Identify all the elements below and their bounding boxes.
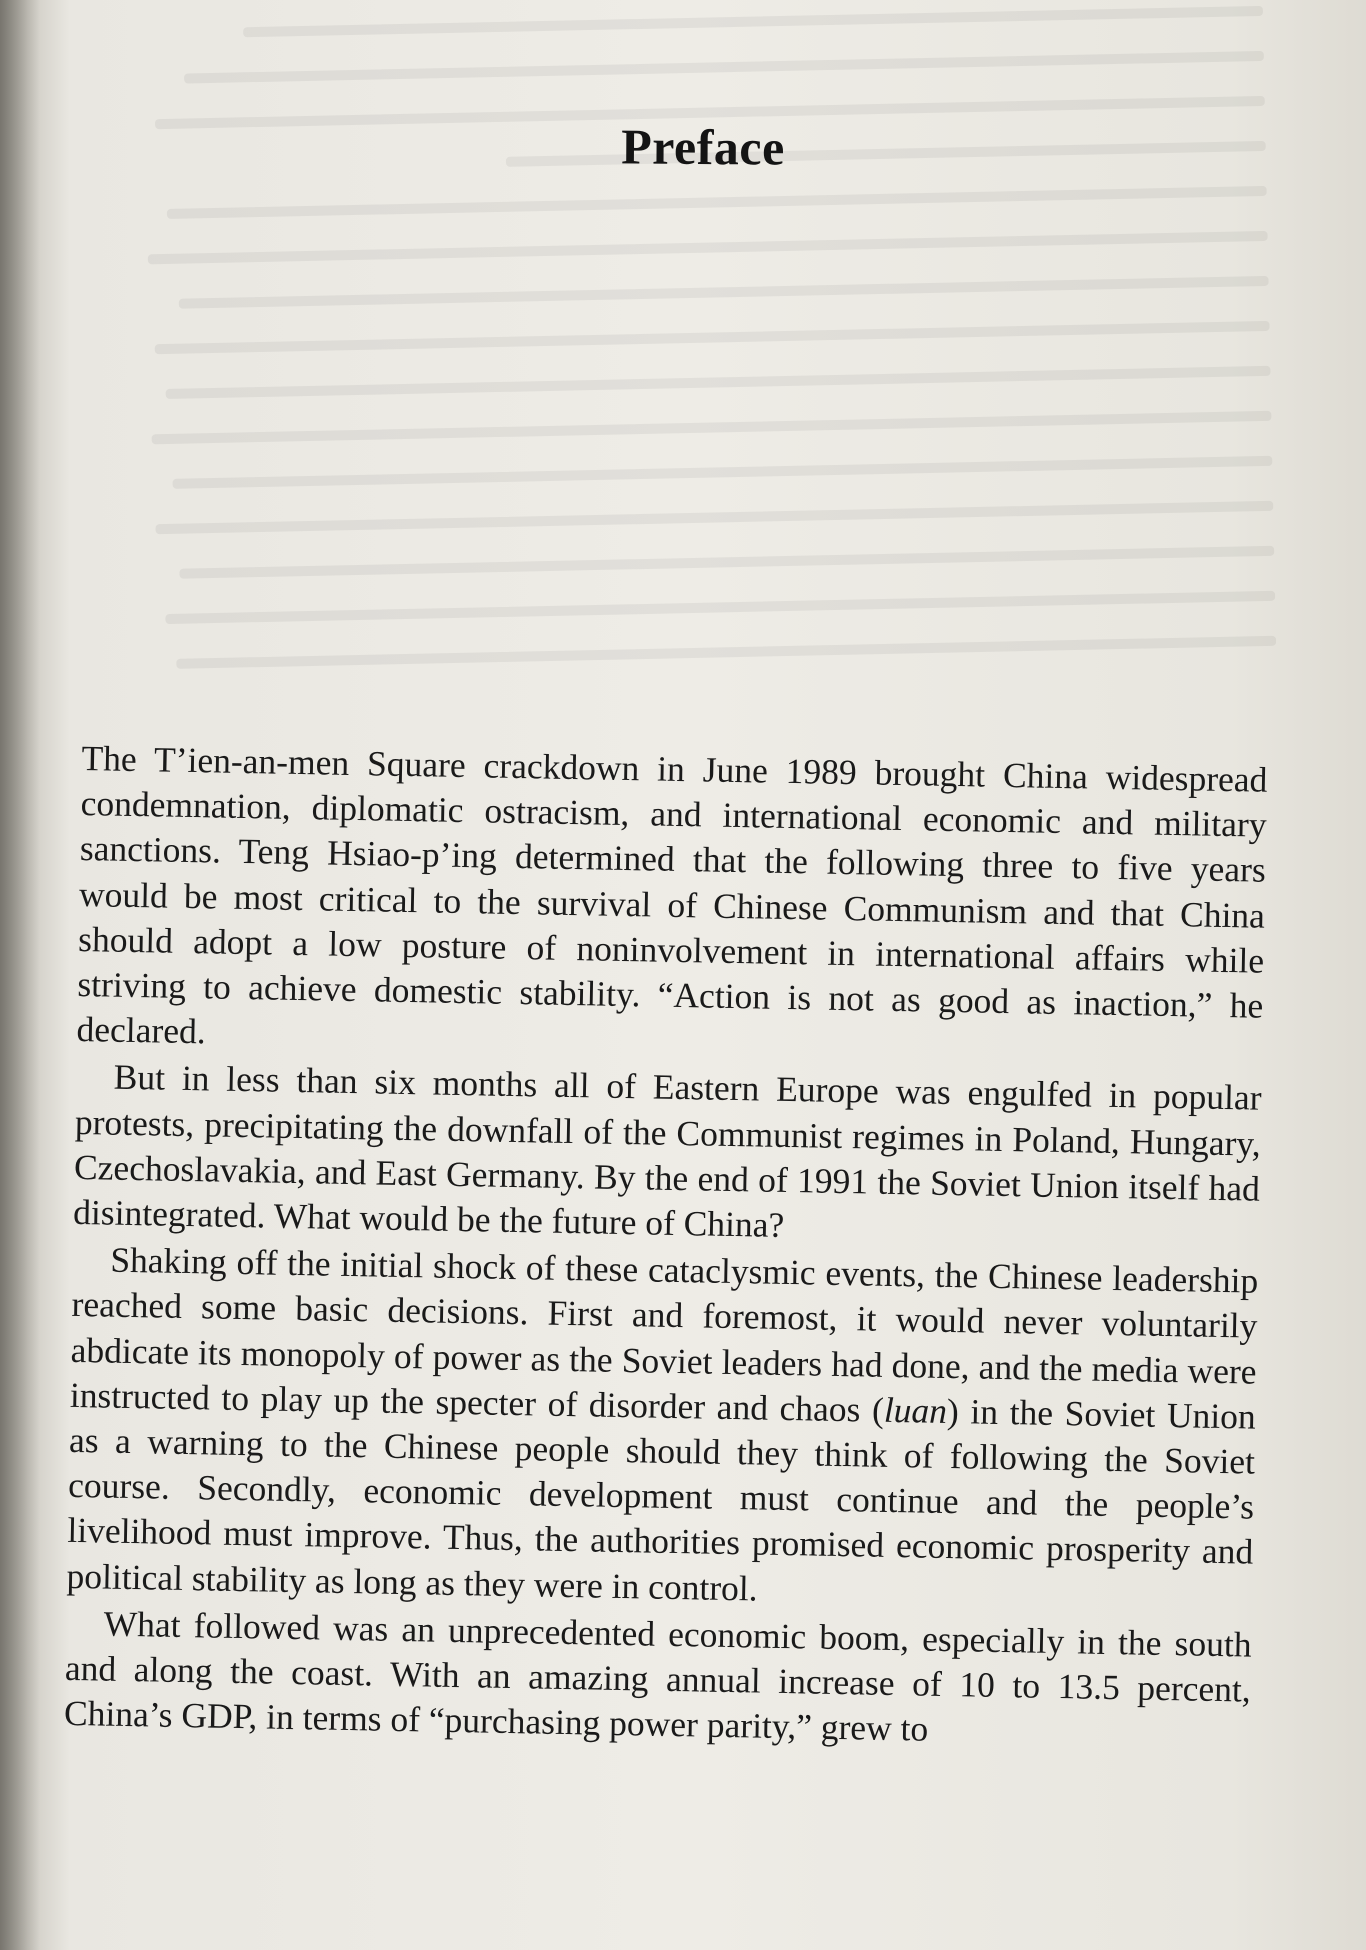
page-title: Preface [621, 118, 785, 176]
paragraph-text: But in less than six months all of Eastern Europe was engulfed in popular protests, precipitating the downfall of the Communist regimes in Poland, Hungary, Czechoslavakia, and East Germany. By the end of 1991 the Soviet Union itself had disintegrated. What would be the future of China? [72, 1057, 1262, 1245]
paragraph-text: ) in the Soviet Union as a warning to the Chinese people should they think of following the Soviet course. Secondly, economic development must continue and the people’s livelihood must improve. Thus, the authorities promised economic prosperity and political stability as long as they were in control. [66, 1390, 1257, 1609]
paragraph [76, 736, 1268, 1074]
italic-term: luan [883, 1389, 948, 1431]
show-through-text [103, 0, 1278, 726]
preface-body [64, 736, 1268, 1760]
paragraph [73, 1054, 1262, 1257]
paragraph-text: What followed was an unprecedented economic boom, especially in the south and along the coast. With an amazing annual increase of 10 to 13.5 percent, China’s GDP, in terms of “purchasing power parity,” grew to [63, 1603, 1252, 1749]
paragraph-text: Shaking off the initial shock of these cataclysmic events, the Chinese leadership reached some basic decisions. First and foremost, it would never voluntarily abdicate its monopoly of power as the Soviet leaders had done, and the media were instructed to play up the specter of disorder and chaos ( [69, 1239, 1259, 1430]
paragraph-text: The T’ien-an-men Square crackdown in June 1989 brought China widespread condemnation, diplomatic ostracism, and international economic and military sanctions. Teng Hsiao-p’ing determined that the following three to five years would be most critical to the survival of Chinese Communism and that China should adopt a low posture of noninvolvement in international affairs while striving to achieve domestic stability. “Action is not as good as inaction,” he declared. [76, 737, 1268, 1052]
paragraph [64, 1601, 1252, 1758]
paragraph [66, 1237, 1258, 1620]
